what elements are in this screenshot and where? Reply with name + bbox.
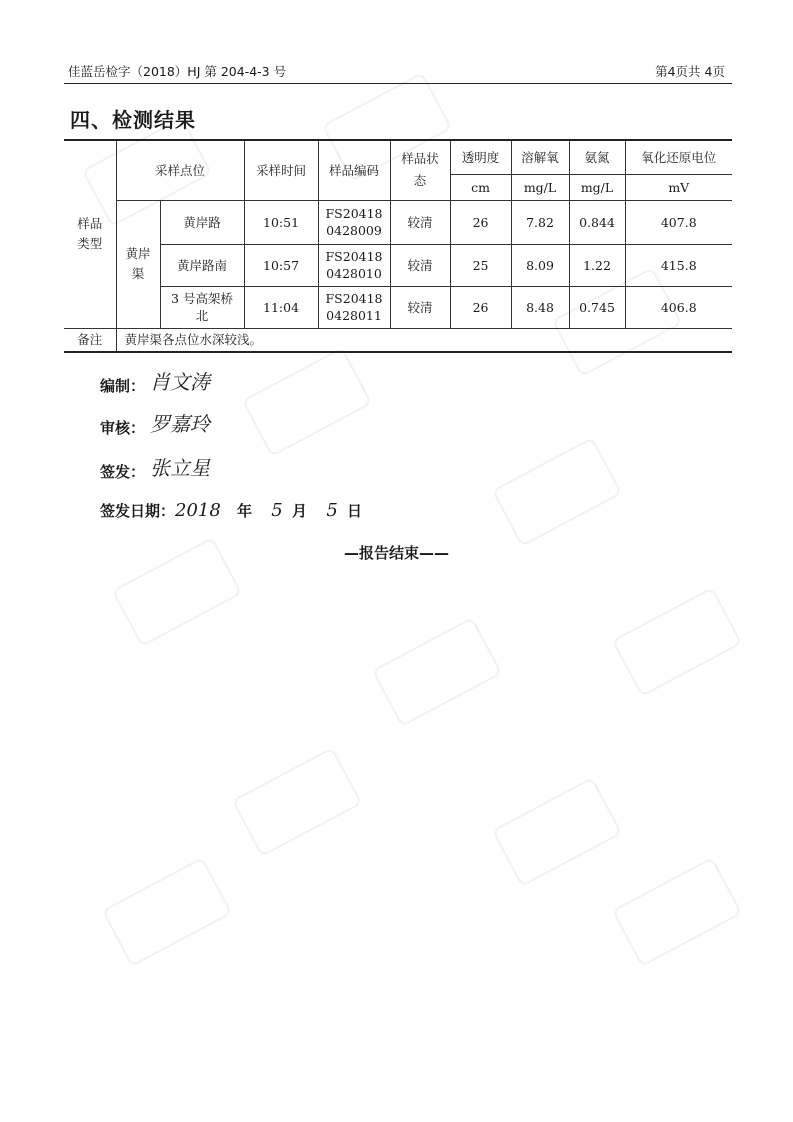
table-header-row xyxy=(64,140,732,174)
remark-label: 备注 xyxy=(64,328,116,352)
col-transparency: 透明度 xyxy=(450,140,511,174)
issuer-signature: 张立星 xyxy=(150,456,210,480)
header-divider xyxy=(64,83,732,84)
issue-date-month: 5 xyxy=(271,500,283,521)
watermark-stamp xyxy=(242,347,373,457)
row-ammonia: 0.745 xyxy=(569,286,625,328)
group-label: 黄岸渠 xyxy=(116,200,160,328)
watermark-stamp xyxy=(372,617,503,727)
row-orp: 406.8 xyxy=(625,286,732,328)
day-char: 日 xyxy=(347,502,363,520)
watermark-stamp xyxy=(102,857,233,967)
col-location: 采样点位 xyxy=(116,140,244,200)
table-row xyxy=(64,244,732,286)
row-ammonia: 0.844 xyxy=(569,200,625,244)
reviewer-label: 审核： xyxy=(100,419,146,437)
row-state: 较清 xyxy=(390,200,450,244)
unit-do: mg/L xyxy=(511,174,569,200)
page-indicator: 第4页共 4页 xyxy=(655,64,725,79)
watermark-stamp xyxy=(232,747,363,857)
results-table xyxy=(64,139,732,353)
issue-date-label: 签发日期： xyxy=(100,502,176,520)
col-time: 采样时间 xyxy=(244,140,318,200)
row-transparency: 26 xyxy=(450,286,511,328)
row-transparency: 26 xyxy=(450,200,511,244)
row-code: FS20418 0428009 xyxy=(318,200,390,244)
col-state: 样品状态 xyxy=(390,140,450,200)
row-do: 8.48 xyxy=(511,286,569,328)
remark-text: 黄岸渠各点位水深较浅。 xyxy=(116,328,732,352)
row-time: 10:51 xyxy=(244,200,318,244)
row-location: 3 号高架桥北 xyxy=(160,286,244,328)
col-code: 样品编码 xyxy=(318,140,390,200)
reviewer-signature: 罗嘉玲 xyxy=(150,412,210,436)
unit-transparency: cm xyxy=(450,174,511,200)
watermark-stamp xyxy=(492,437,623,547)
row-code: FS20418 0428011 xyxy=(318,286,390,328)
row-code: FS20418 0428010 xyxy=(318,244,390,286)
table-row xyxy=(64,286,732,328)
col-orp: 氧化还原电位 xyxy=(625,140,732,174)
watermark-stamp xyxy=(612,857,743,967)
row-transparency: 25 xyxy=(450,244,511,286)
sample-type-label: 样品类型 xyxy=(64,140,116,328)
watermark-stamp xyxy=(612,587,743,697)
remark-row xyxy=(64,328,732,352)
row-time: 10:57 xyxy=(244,244,318,286)
section-title: 四、检测结果 xyxy=(70,108,196,132)
issue-date-year: 2018 xyxy=(175,500,221,521)
row-location: 黄岸路南 xyxy=(160,244,244,286)
unit-ammonia: mg/L xyxy=(569,174,625,200)
year-char: 年 xyxy=(237,502,253,520)
compiler-signature: 肖文涛 xyxy=(150,370,210,394)
table-row xyxy=(64,200,732,244)
row-do: 7.82 xyxy=(511,200,569,244)
col-ammonia: 氨氮 xyxy=(569,140,625,174)
issuer-label: 签发： xyxy=(100,463,146,481)
row-do: 8.09 xyxy=(511,244,569,286)
row-orp: 415.8 xyxy=(625,244,732,286)
row-location: 黄岸路 xyxy=(160,200,244,244)
row-orp: 407.8 xyxy=(625,200,732,244)
row-time: 11:04 xyxy=(244,286,318,328)
col-do: 溶解氧 xyxy=(511,140,569,174)
unit-orp: mV xyxy=(625,174,732,200)
report-end-mark: —报告结束—— xyxy=(343,544,449,562)
watermark-stamp xyxy=(492,777,623,887)
issue-date xyxy=(100,500,362,521)
row-ammonia: 1.22 xyxy=(569,244,625,286)
report-number: 佳蓝岳检字（2018）HJ 第 204-4-3 号 xyxy=(68,64,287,79)
month-char: 月 xyxy=(292,502,308,520)
issue-date-day: 5 xyxy=(326,500,338,521)
row-state: 较清 xyxy=(390,244,450,286)
compiler-label: 编制： xyxy=(100,377,146,395)
row-state: 较清 xyxy=(390,286,450,328)
